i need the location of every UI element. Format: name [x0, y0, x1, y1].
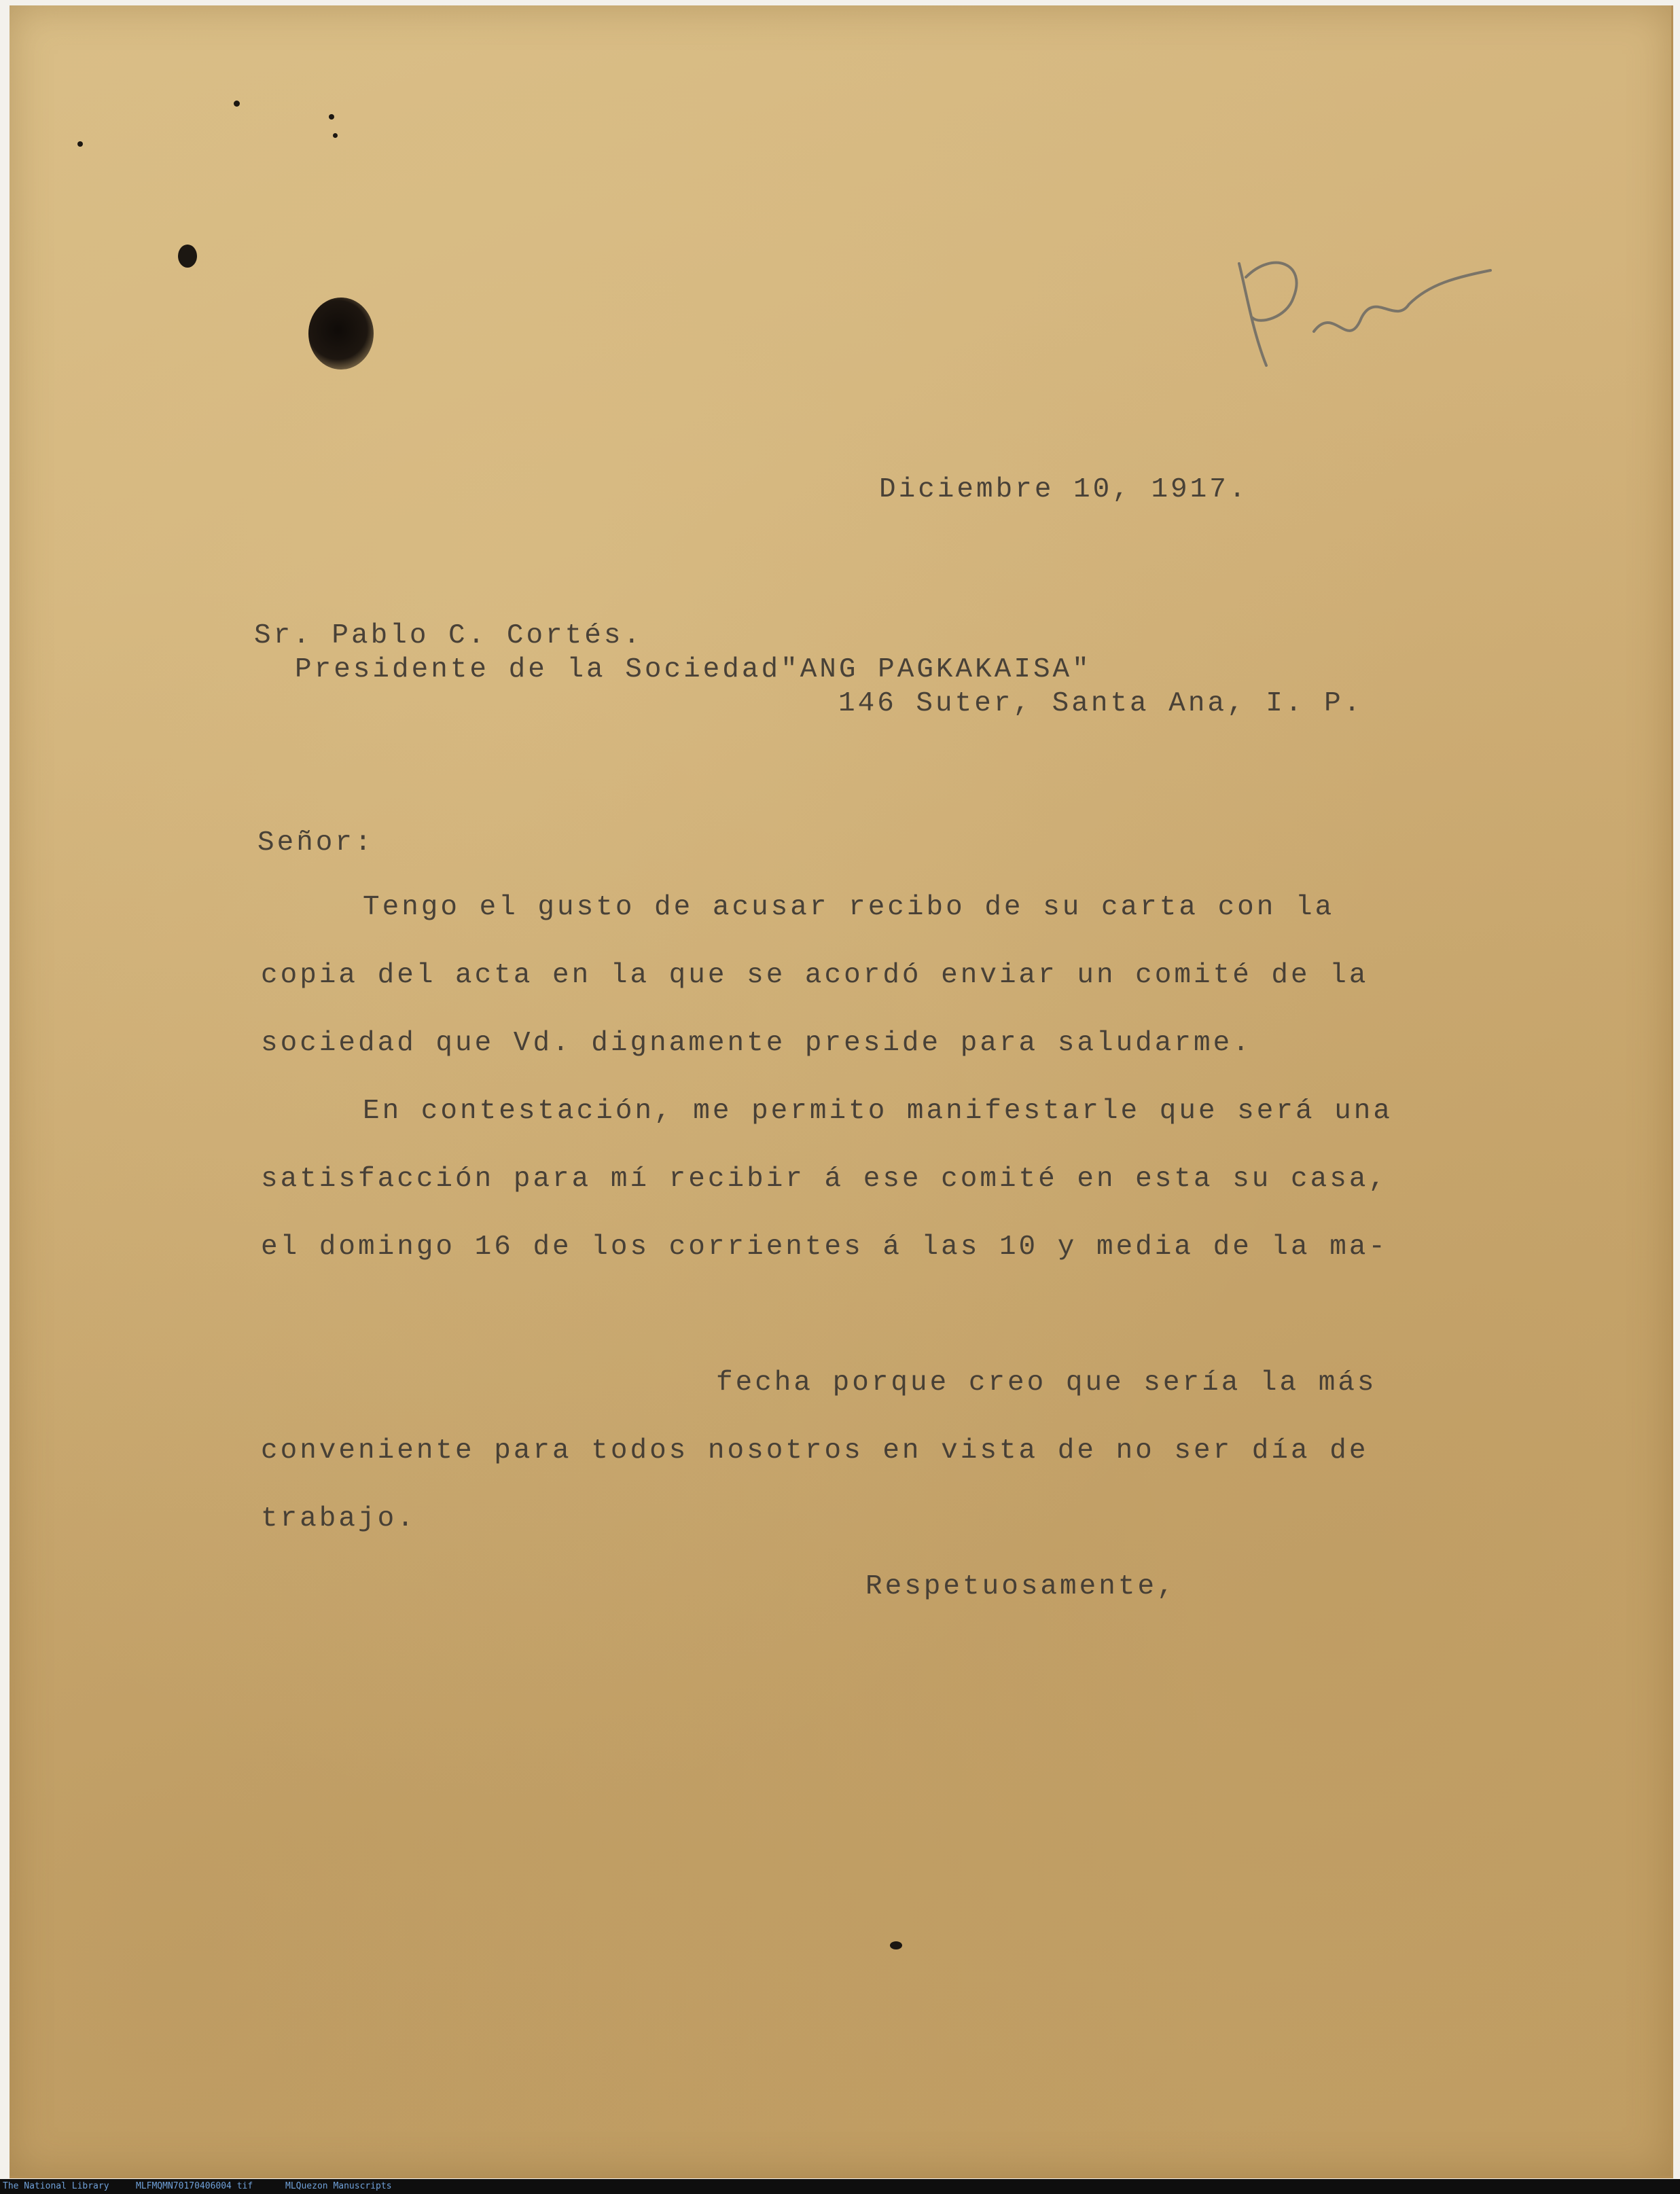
recipient-name: Sr. Pablo C. Cortés. — [254, 620, 643, 651]
pencil-initials — [1219, 236, 1504, 386]
footer-file-name: MLFMQMN70170406004 tif — [136, 2181, 253, 2191]
recipient-title: Presidente de la Sociedad"ANG PAGKAKAISA" — [295, 654, 1092, 685]
ink-blot-small — [178, 245, 197, 268]
body-line: fecha porque creo que sería la más — [716, 1367, 1377, 1399]
body-line: copia del acta en la que se acordó enviar un comité de la — [261, 960, 1369, 991]
ink-speck — [234, 101, 240, 107]
ink-blot-large — [308, 298, 374, 370]
ink-speck — [333, 133, 338, 138]
body-line: el domingo 16 de los corrientes á las 10 y media de la ma- — [261, 1231, 1389, 1263]
body-line: satisfacción para mí recibir á ese comité en esta su casa, — [261, 1164, 1389, 1195]
footer-collection: MLQuezon Manuscripts — [285, 2181, 392, 2191]
ink-speck — [77, 141, 83, 147]
closing: Respetuosamente, — [865, 1571, 1177, 1602]
salutation: Señor: — [257, 827, 374, 859]
letter-date: Diciembre 10, 1917. — [879, 474, 1249, 505]
recipient-address: 146 Suter, Santa Ana, I. P. — [838, 688, 1363, 719]
letter-page — [10, 5, 1673, 2178]
body-line: sociedad que Vd. dignamente preside para saludarme. — [261, 1028, 1252, 1059]
body-line: Tengo el gusto de acusar recibo de su carta con la — [363, 892, 1335, 923]
ink-speck — [890, 1941, 902, 1949]
body-line: trabajo. — [261, 1503, 416, 1534]
ink-speck — [329, 114, 334, 120]
footer-institution: The National Library — [3, 2181, 109, 2191]
body-line: conveniente para todos nosotros en vista de no ser día de — [261, 1435, 1369, 1467]
body-line: En contestación, me permito manifestarle que será una — [363, 1096, 1393, 1127]
